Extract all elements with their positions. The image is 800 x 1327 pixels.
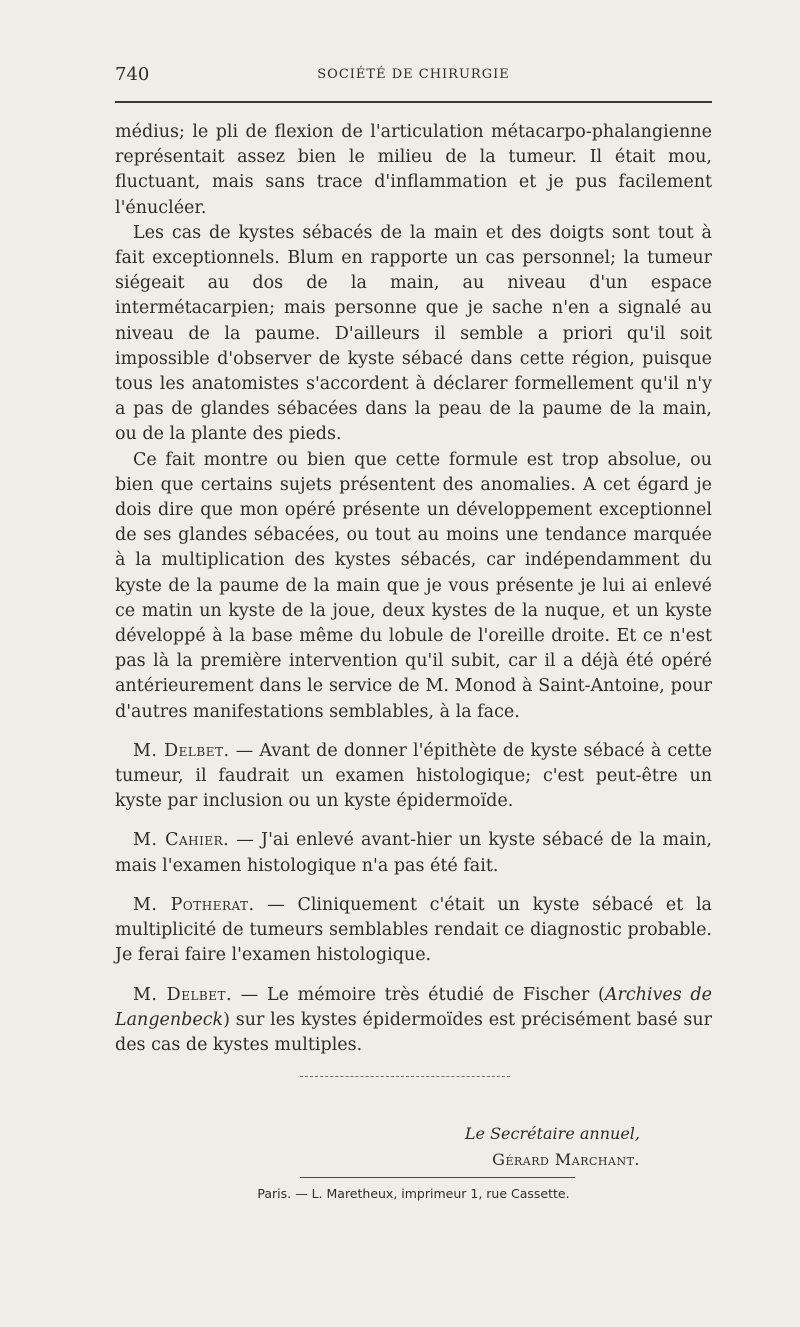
body-text (115, 120, 712, 1058)
discussion-potherat (115, 893, 712, 969)
reference-title: Archives de Langenbeck (115, 984, 712, 1030)
speaker-remark-b: ) sur les kystes épidermoïdes est précisément basé sur des cas de kystes multiples. (115, 1009, 712, 1055)
speaker-name: M. Cahier. (133, 830, 230, 851)
printer-imprint: Paris. — L. Maretheux, imprimeur 1, rue Cassette. (257, 1186, 570, 1201)
speaker-name: M. Delbet. (133, 740, 230, 761)
paragraph-ce-fait: Ce fait montre ou bien que cette formule est trop absolue, ou bien que certains sujets présentent des anomalies. A cet égard je dois dire que mon opéré présente un développement exceptionnel de ses glandes sébacées, ou tout au moins une tendance marquée à la multiplication des kystes sébacés, car indépendamment du kyste de la paume de la main que je vous présente je lui ai enlevé ce matin un kyste de la joue, deux kystes de la nuque, et un kyste développé à la base même du lobule de l'oreille droite. Et ce n'est pas là la première intervention qu'il subit, car il a déjà été opéré antérieurement dans le service de M. Monod à Saint-Antoine, pour d'autres manifestations semblables, à la face. (115, 449, 712, 722)
section-separator (300, 1076, 510, 1077)
discussion-delbet-2 (115, 983, 712, 1059)
running-title: SOCIÉTÉ DE CHIRURGIE (317, 67, 510, 82)
signature-name: Gérard Marchant. (492, 1150, 640, 1169)
speaker-remark-a: — Le mémoire très étudié de Fischer ( (240, 984, 605, 1005)
speaker-name: M. Potherat. (133, 894, 255, 915)
paragraph-continuation: médius; le pli de flexion de l'articulation métacarpo-phalangienne représentait assez bien le milieu de la tumeur. Il était mou, fluctuant, mais sans trace d'inflammation et je pus facilement l'énucléer. (115, 122, 712, 218)
speaker-remark: — Cliniquement c'était un kyste sébacé et la multiplicité de tumeurs semblables rendait ce diagnostic probable. Je ferai faire l'examen histologique. (115, 894, 712, 966)
speaker-remark: — J'ai enlevé avant-hier un kyste sébacé de la main, mais l'examen histologique n'a pas été fait. (115, 830, 712, 876)
paragraph-kystes-main: Les cas de kystes sébacés de la main et des doigts sont tout à fait exceptionnels. Blum en rapporte un cas personnel; la tumeur siégeait au dos de la main, au niveau d'un espace intermétacarpien; mais personne que je sache n'en a signalé au niveau de la paume. D'ailleurs il semble a priori qu'il soit impossible d'observer de kyste sébacé dans cette région, puisque tous les anatomistes s'accordent à déclarer formellement qu'il n'y a pas de glandes sébacées dans la peau de la paume de la main, ou de la plante des pieds. (115, 222, 712, 445)
header-rule (115, 101, 712, 103)
discussion-delbet-1 (115, 739, 712, 815)
signature-role: Le Secrétaire annuel, (464, 1124, 640, 1143)
page-header (115, 64, 712, 88)
footer-rule (300, 1177, 575, 1178)
page-number: 740 (115, 64, 150, 85)
speaker-remark: — Avant de donner l'épithète de kyste sébacé à cette tumeur, il faudrait un examen histologique; c'est peut-être un kyste par inclusion ou un kyste épidermoïde. (115, 740, 712, 812)
discussion-cahier (115, 828, 712, 878)
speaker-name: M. Delbet. (133, 984, 233, 1005)
